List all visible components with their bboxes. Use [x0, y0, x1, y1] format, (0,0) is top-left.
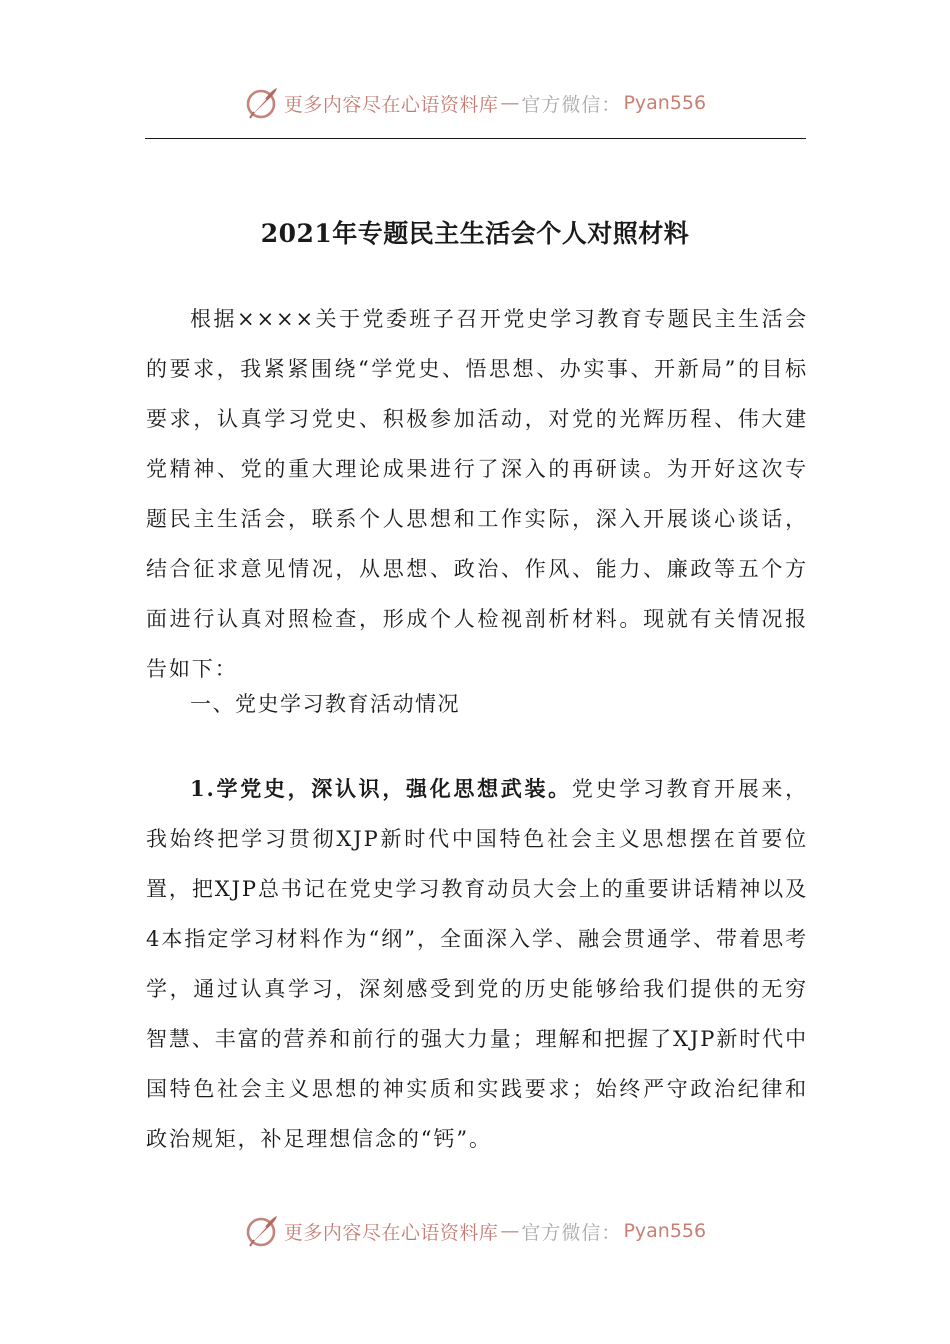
footer-watermark — [0, 1211, 950, 1251]
watermark-handle: Pyan556 — [623, 92, 707, 114]
watermark-label: 官方微信： — [521, 93, 622, 116]
watermark-separator: — — [500, 92, 520, 114]
watermark-handle: Pyan556 — [623, 1220, 707, 1242]
watermark-separator: — — [500, 1220, 520, 1242]
item-1-lead: 1.学党史，深认识，强化思想武装。 — [190, 776, 572, 801]
header-watermark — [0, 83, 950, 123]
intro-paragraph: 根据××××关于党委班子召开党史学习教育专题民主生活会的要求，我紧紧围绕“学党史、悟思想、办实事、开新局”的目标要求，认真学习党史、积极参加活动，对党的光辉历程、伟大建党精神、党的重大理论成果进行了深入的再研读。为开好这次专题民主生活会，联系个人思想和工作实际，深入开展谈心谈话，结合征求意见情况，从思想、政治、作风、能力、廉政等五个方面进行认真对照检查，形成个人检视剖析材料。现就有关情况报告如下： — [146, 307, 808, 681]
item-1-paragraph — [146, 764, 808, 1164]
watermark-label: 官方微信： — [521, 1221, 622, 1244]
quill-pen-icon — [244, 85, 280, 121]
document-title: 2021年专题民主生活会个人对照材料 — [260, 219, 690, 248]
watermark-brand: 更多内容尽在心语资料库 — [283, 1221, 499, 1244]
header-rule — [145, 138, 806, 139]
item-1-text: 党史学习教育开展来，我始终把学习贯彻XJP新时代中国特色社会主义思想摆在首要位置，把XJP总书记在党史学习教育动员大会上的重要讲话精神以及4本指定学习材料作为“纲”，全面深入学、融会贯通学、带着思考学，通过认真学习，深刻感受到党的历史能够给我们提供的无穷智慧、丰富的营养和前行的强大力量；理解和把握了XJP新时代中国特色社会主义思想的神实质和实践要求；始终严守政治纪律和政治规矩，补足理想信念的“钙”。 — [146, 777, 808, 1151]
section-heading: 一、党史学习教育活动情况 — [190, 692, 460, 716]
quill-pen-icon — [244, 1213, 280, 1249]
watermark-brand: 更多内容尽在心语资料库 — [283, 93, 499, 116]
